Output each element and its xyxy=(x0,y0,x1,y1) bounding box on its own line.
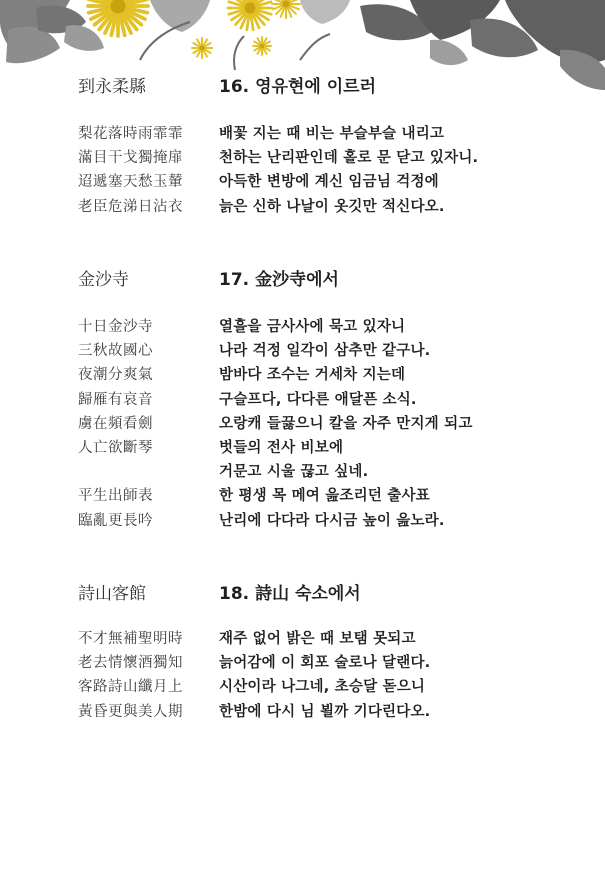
poem-16 xyxy=(0,72,605,232)
chrysanthemum-icon xyxy=(88,0,148,36)
korean-line: 열흘을 금사사에 묵고 있자니 xyxy=(219,319,406,335)
petal xyxy=(286,0,299,4)
petal xyxy=(258,38,263,46)
hanja-line: 夜潮分爽氣 xyxy=(78,367,153,384)
petal xyxy=(202,43,211,48)
korean-line: 아득한 변방에 계신 임금님 걱정에 xyxy=(219,174,439,191)
petal xyxy=(95,6,118,25)
petal xyxy=(99,0,118,6)
korean-line: 밤바다 조수는 거세차 지는데 xyxy=(219,367,406,384)
petal xyxy=(91,0,118,6)
poem-korean-title-text: 詩山 숙소에서 xyxy=(255,584,361,604)
petal xyxy=(118,6,147,13)
petal xyxy=(262,46,270,51)
korean-line: 늙어감에 이 회포 술로나 달랜다. xyxy=(219,655,431,672)
poem-korean-title xyxy=(219,72,376,97)
petal xyxy=(118,0,131,6)
korean-line: 나라 걱정 일각이 삼추만 같구나. xyxy=(219,343,431,360)
chrysanthemum-icon xyxy=(228,0,272,30)
petal xyxy=(118,6,125,35)
poem-line xyxy=(0,627,605,651)
hanja-line: 滿目干戈獨掩扉 xyxy=(78,150,183,167)
petal xyxy=(89,0,118,6)
petal xyxy=(231,8,250,20)
petal xyxy=(202,39,207,48)
poem-line xyxy=(0,363,605,387)
chrysanthemum-icon xyxy=(272,0,300,18)
korean-line: 늙은 신하 나날이 옷깃만 적신다오. xyxy=(219,198,445,215)
korean-line: 시산이라 나그네, 초승달 돋으니 xyxy=(219,679,426,696)
petal xyxy=(193,48,202,53)
petal xyxy=(254,46,262,51)
petal xyxy=(91,6,118,19)
poem-number: 17. xyxy=(219,270,250,290)
petal xyxy=(250,8,271,14)
petal xyxy=(286,4,291,17)
poem-number: 18. xyxy=(219,584,250,604)
petal xyxy=(229,2,250,8)
petal xyxy=(111,6,118,35)
petal xyxy=(250,8,269,20)
poem-hanja-title: 金沙寺 xyxy=(78,270,129,290)
poem-17 xyxy=(0,265,605,535)
petal xyxy=(118,6,141,25)
petal xyxy=(262,42,270,47)
petal xyxy=(118,6,131,33)
chrysanthemum-icon xyxy=(253,37,271,55)
poem-line xyxy=(0,388,605,412)
petal xyxy=(118,6,137,29)
petal xyxy=(99,6,118,29)
poem-hanja-title: 詩山客館 xyxy=(78,584,146,604)
poem-lines xyxy=(0,122,605,219)
petal xyxy=(281,4,286,17)
petal xyxy=(241,0,250,8)
petal xyxy=(286,0,296,4)
petal xyxy=(118,0,141,6)
poem-korean-title-text: 영유현에 이르러 xyxy=(255,77,376,97)
petal xyxy=(286,4,299,9)
petal xyxy=(105,0,118,6)
hanja-line: 歸雁有哀音 xyxy=(78,391,153,408)
petal xyxy=(236,8,250,25)
hanja-line: 十日金沙寺 xyxy=(78,319,153,335)
petal xyxy=(258,46,263,54)
poem-18 xyxy=(0,579,605,739)
korean-line: 난리에 다다라 다시금 높이 읊노라. xyxy=(219,512,445,529)
poem-line xyxy=(0,146,605,170)
flower-center xyxy=(200,46,205,51)
korean-line: 벗들의 전사 비보에 xyxy=(219,439,344,456)
petal xyxy=(250,8,253,30)
petal xyxy=(250,0,264,8)
hanja-line: 平生出師表 xyxy=(78,488,153,505)
poem-line xyxy=(0,700,605,724)
petal xyxy=(241,8,250,28)
petal xyxy=(193,43,202,48)
petal xyxy=(118,6,145,19)
korean-line: 천하는 난리판인데 홀로 문 닫고 있자니. xyxy=(219,150,479,167)
poem-line xyxy=(0,195,605,219)
korean-line: 배꽃 지는 때 비는 부슬부슬 내리고 xyxy=(219,126,445,142)
poem-lines xyxy=(0,627,605,724)
petal xyxy=(111,0,118,6)
hanja-line: 人亡欲斷琴 xyxy=(78,439,153,456)
petal xyxy=(262,38,267,46)
petal xyxy=(273,0,286,4)
ink-stems xyxy=(140,22,330,70)
petal xyxy=(118,0,125,6)
poem-line xyxy=(0,339,605,363)
poem-hanja-title: 到永柔縣 xyxy=(78,77,146,97)
poem-line xyxy=(0,436,605,460)
poem-line xyxy=(0,412,605,436)
poem-line xyxy=(0,484,605,508)
poem-number: 16. xyxy=(219,77,250,97)
petal xyxy=(197,48,202,57)
petal xyxy=(202,48,207,57)
hanja-line: 迢遞塞天愁玉輦 xyxy=(78,174,183,191)
hanja-line: 不才無補聖明時 xyxy=(78,631,183,647)
flower-center xyxy=(283,1,290,8)
korean-line: 한밤에 다시 님 뵐까 기다린다오. xyxy=(219,703,431,720)
hanja-line: 三秋故國心 xyxy=(78,343,153,360)
korean-line: 재주 없어 밝은 때 보탬 못되고 xyxy=(219,631,416,647)
poem-korean-title-text: 金沙寺에서 xyxy=(255,270,339,290)
hanja-line: 臨亂更長吟 xyxy=(78,512,153,529)
petal xyxy=(254,42,262,47)
petal xyxy=(236,0,250,8)
petal xyxy=(118,0,145,6)
petal xyxy=(197,39,202,48)
hanja-line: 虜在頻看劍 xyxy=(78,415,153,432)
petal xyxy=(118,0,147,6)
petal xyxy=(89,6,118,13)
poem-heading xyxy=(0,265,605,293)
petal xyxy=(250,0,259,8)
petal xyxy=(95,0,118,6)
hanja-line: 梨花落時雨霏霏 xyxy=(78,126,183,142)
poem-lines xyxy=(0,315,605,533)
hanja-line: 老臣危涕日沾衣 xyxy=(78,198,183,215)
hanja-line: 老去情懷酒獨知 xyxy=(78,655,183,672)
poem-heading xyxy=(0,579,605,607)
petal xyxy=(247,0,250,8)
petal xyxy=(281,0,286,4)
poem-line xyxy=(0,122,605,146)
poem-line xyxy=(0,170,605,194)
poem-line xyxy=(0,315,605,339)
hanja-line: 黃昏更與美人期 xyxy=(78,703,183,720)
petal xyxy=(286,0,291,4)
chrysanthemum-flowers xyxy=(88,0,300,58)
petal xyxy=(247,8,250,30)
petal xyxy=(286,4,296,14)
poem-line xyxy=(0,651,605,675)
petal xyxy=(250,0,269,8)
poem-line xyxy=(0,675,605,699)
petal xyxy=(250,2,271,8)
petal xyxy=(276,4,286,14)
petal xyxy=(231,0,250,8)
korean-line: 구슬프다, 다다른 애달픈 소식. xyxy=(219,391,417,408)
petal xyxy=(118,0,137,6)
petal xyxy=(229,8,250,14)
chrysanthemum-icon xyxy=(192,38,212,58)
petal xyxy=(262,46,267,54)
poem-korean-title xyxy=(219,265,339,290)
korean-line: 오랑캐 들끓으니 칼을 자주 만지게 되고 xyxy=(219,415,473,432)
petal xyxy=(276,0,286,4)
petal xyxy=(250,8,264,25)
petal xyxy=(250,8,259,28)
petal xyxy=(105,6,118,33)
poem-line xyxy=(0,509,605,533)
flower-center xyxy=(111,0,126,14)
petal xyxy=(202,48,211,53)
korean-line: 한 평생 목 메여 읊조리던 출사표 xyxy=(219,488,430,505)
petal xyxy=(250,0,253,8)
flower-center xyxy=(245,3,256,14)
hanja-line: 客路詩山纖月上 xyxy=(78,679,183,696)
poem-heading xyxy=(0,72,605,100)
flower-center xyxy=(260,44,265,49)
petal xyxy=(273,4,286,9)
poem-korean-title xyxy=(219,579,361,604)
poem-line xyxy=(0,460,605,484)
korean-line: 거문고 시울 끊고 싶네. xyxy=(219,464,369,481)
